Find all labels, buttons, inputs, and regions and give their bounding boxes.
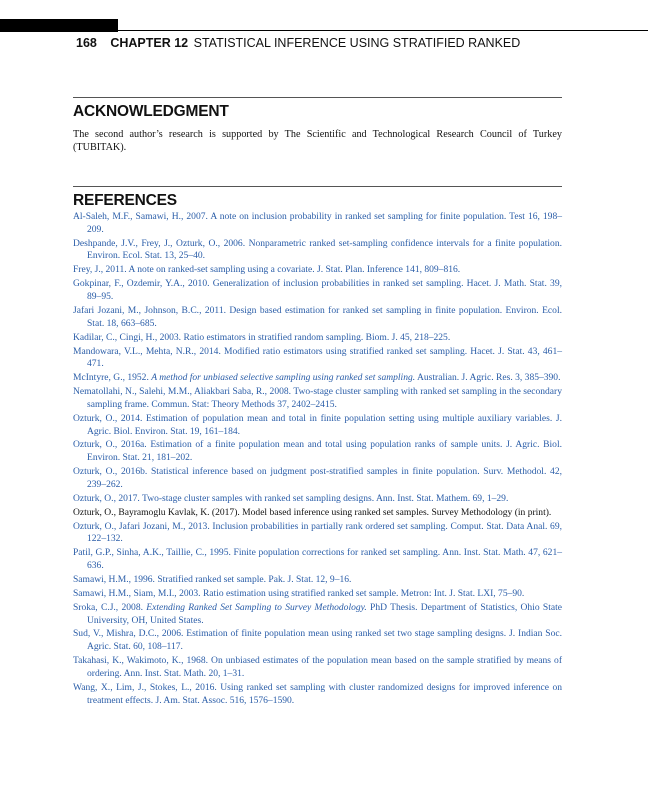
reference-text: Gokpinar, F., Ozdemir, Y.A., 2010. Generalization of inclusion probabilities in ranked set sampling. Hacet. J. Math. Stat. 39, 89–95. bbox=[73, 278, 562, 303]
reference-text: Jafari Jozani, M., Johnson, B.C., 2011. Design based estimation for ranked set sampling in finite population. Environ. Ecol. Stat. 18, 663–685. bbox=[73, 304, 562, 329]
reference-text: PhD Thesis. Department of Statistics, Ohio State University, OH, United States. bbox=[87, 601, 563, 626]
reference-item[interactable] bbox=[73, 547, 562, 573]
reference-item[interactable] bbox=[73, 439, 562, 465]
reference-item[interactable] bbox=[73, 238, 562, 264]
reference-text: Ozturk, O., 2014. Estimation of population mean and total in finite population setting using multiple auxiliary variables. J. Agric. Biol. Environ. Stat. 19, 161–184. bbox=[73, 412, 562, 437]
reference-item[interactable] bbox=[73, 413, 562, 439]
reference-item[interactable] bbox=[73, 628, 562, 654]
reference-item[interactable] bbox=[73, 521, 562, 547]
reference-text: Sud, V., Mishra, D.C., 2006. Estimation of finite population mean using ranked set two stage sampling designs. J. Indian Soc. Agric. Stat. 60, 108–117. bbox=[73, 628, 562, 653]
reference-title-italic: Extending Ranked Set Sampling to Survey Methodology. bbox=[146, 601, 367, 613]
reference-item[interactable] bbox=[73, 507, 562, 520]
reference-text: Nematollahi, N., Salehi, M.M., Aliakbari Saba, R., 2008. Two-stage cluster sampling with ranked set sampling in the secondary sampling frame. Commun. Stat: Theory Methods 37, 2402–2415. bbox=[73, 386, 562, 410]
reference-item[interactable] bbox=[73, 682, 562, 708]
reference-item[interactable] bbox=[73, 574, 562, 587]
reference-item[interactable] bbox=[73, 655, 562, 681]
reference-text: Wang, X., Lim, J., Stokes, L., 2016. Using ranked set sampling with cluster randomized designs for improved inference on treatment effects. J. Am. Stat. Assoc. 516, 1576–1590. bbox=[73, 681, 562, 706]
chapter-title: STATISTICAL INFERENCE USING STRATIFIED RANKED bbox=[193, 36, 521, 50]
section-rule bbox=[73, 186, 562, 187]
acknowledgment-heading: ACKNOWLEDGMENT bbox=[73, 103, 229, 120]
reference-text: Sroka, C.J., 2008. bbox=[73, 601, 147, 613]
reference-item[interactable] bbox=[73, 588, 562, 601]
reference-text: Takahasi, K., Wakimoto, K., 1968. On unbiased estimates of the population mean based on the sample stratified by means of ordering. Ann. Inst. Stat. Math. 20, 1–31. bbox=[73, 655, 562, 679]
reference-text: Samawi, H.M., 1996. Stratified ranked set sample. Pak. J. Stat. 12, 9–16. bbox=[73, 574, 352, 586]
reference-text: McIntyre, G., 1952. bbox=[73, 372, 152, 384]
reference-text: Kadilar, C., Cingi, H., 2003. Ratio estimators in stratified random sampling. Biom. J. 45, 218–225. bbox=[73, 331, 451, 343]
reference-text: Ozturk, O., 2016b. Statistical inference based on judgment post-stratified samples in finite population. Surv. Methodol. 42, 239–262. bbox=[73, 466, 562, 490]
acknowledgment-text: The second author’s research is supported by The Scientific and Technological Research Council of Turkey (TUBITAK). bbox=[73, 129, 562, 153]
section-rule bbox=[73, 97, 562, 98]
reference-text: Ozturk, O., Jafari Jozani, M., 2013. Inclusion probabilities in partially rank ordered set sampling. Comput. Stat. Data Anal. 69, 122–132. bbox=[73, 520, 562, 545]
reference-list bbox=[73, 211, 562, 709]
reference-text: Ozturk, O., 2016a. Estimation of a finite population mean and total using population ranks of sample units. J. Agric. Biol. Environ. Stat. 21, 181–202. bbox=[73, 439, 562, 464]
reference-text: Deshpande, J.V., Frey, J., Ozturk, O., 2006. Nonparametric ranked set-sampling confidence intervals for a finite population. Environ. Ecol. Stat. 13, 25–40. bbox=[73, 237, 562, 262]
reference-item[interactable] bbox=[73, 332, 562, 345]
reference-item[interactable] bbox=[73, 278, 562, 304]
running-header bbox=[76, 36, 596, 50]
reference-title-italic: A method for unbiased selective sampling using ranked set sampling. bbox=[151, 372, 416, 384]
reference-item[interactable] bbox=[73, 386, 562, 412]
reference-item[interactable] bbox=[73, 346, 562, 372]
reference-item[interactable] bbox=[73, 493, 562, 506]
header-bar bbox=[0, 19, 118, 32]
reference-text: Frey, J., 2011. A note on ranked-set sampling using a covariate. J. Stat. Plan. Inference 141, 809–816. bbox=[73, 264, 461, 276]
reference-text: Al-Saleh, M.F., Samawi, H., 2007. A note on inclusion probability in ranked set sampling for finite population. Test 16, 198–209. bbox=[73, 211, 562, 235]
references-heading: REFERENCES bbox=[73, 192, 177, 209]
reference-text: Samawi, H.M., Siam, M.I., 2003. Ratio estimation using stratified ranked set sample. Metron: Int. J. Stat. LXI, 75–90. bbox=[73, 587, 525, 599]
reference-item[interactable] bbox=[73, 466, 562, 492]
reference-text: Ozturk, O., Bayramoglu Kavlak, K. (2017). Model based inference using ranked set samples. Survey Methodology (in print). bbox=[73, 506, 552, 518]
chapter-label: CHAPTER 12 bbox=[110, 36, 189, 50]
reference-item[interactable] bbox=[73, 305, 562, 331]
reference-text: Australian. J. Agric. Res. 3, 385–390. bbox=[415, 372, 561, 384]
reference-item[interactable] bbox=[73, 211, 562, 237]
reference-text: Ozturk, O., 2017. Two-stage cluster samples with ranked set sampling designs. Ann. Inst. Stat. Mathem. 69, 1–29. bbox=[73, 492, 509, 504]
reference-item[interactable] bbox=[73, 264, 562, 277]
header-rule bbox=[118, 30, 648, 31]
reference-item[interactable] bbox=[73, 602, 562, 628]
reference-item[interactable] bbox=[73, 372, 562, 385]
reference-text: Mandowara, V.L., Mehta, N.R., 2014. Modified ratio estimators using stratified ranked set sampling. Hacet. J. Stat. 43, 461–471. bbox=[73, 345, 562, 370]
reference-text: Patil, G.P., Sinha, A.K., Taillie, C., 1995. Finite population corrections for ranked set sampling. Ann. Inst. Stat. Math. 47, 621–636. bbox=[73, 547, 562, 572]
page-number: 168 bbox=[76, 36, 97, 50]
